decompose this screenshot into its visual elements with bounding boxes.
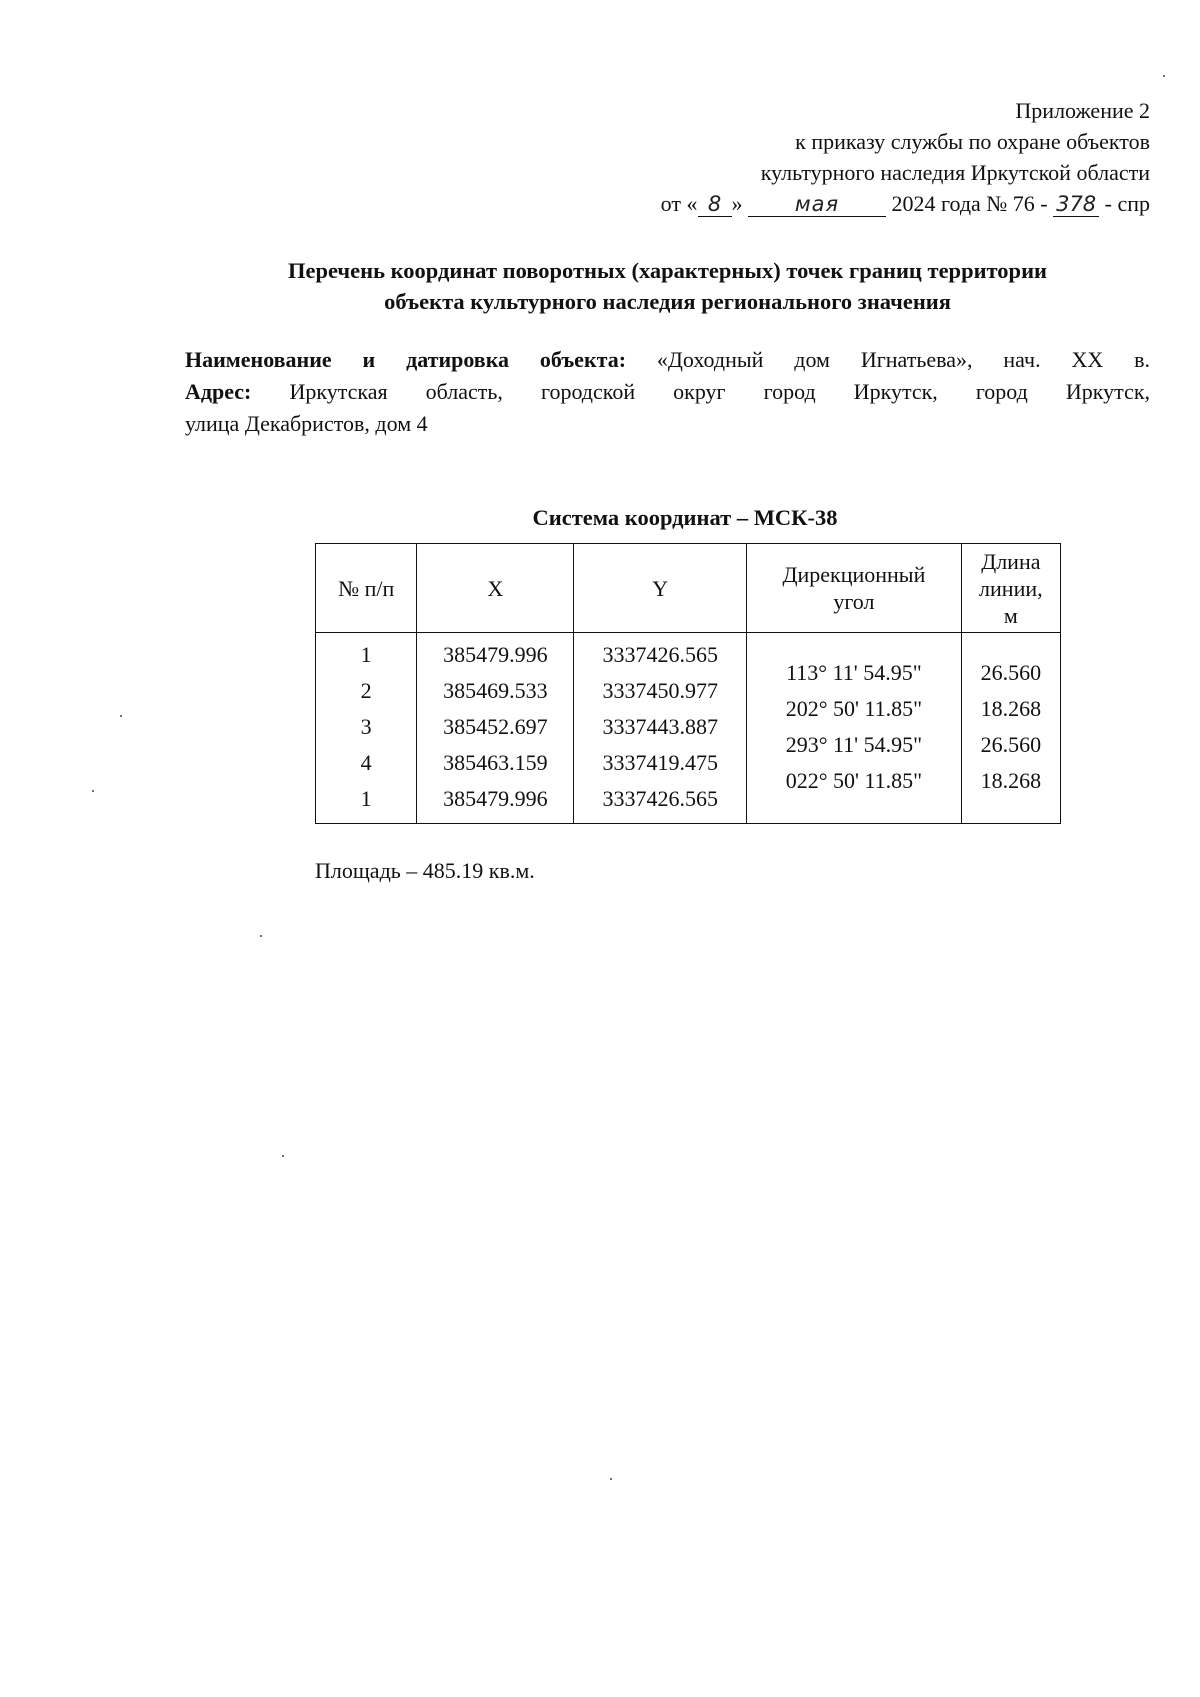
appendix-line-2: к приказу службы по охране объектов [795,129,1150,154]
point-number: 2 [360,678,372,703]
y-column [574,633,747,824]
appendix-header [661,95,1150,219]
segment-angle: 022° 50' 11.85" [785,768,923,793]
point-y: 3337426.565 [602,642,718,667]
point-number: 1 [360,642,372,667]
point-y: 3337450.977 [602,678,718,703]
point-x: 385479.996 [443,642,548,667]
area-text: Площадь – 485.19 кв.м. [315,858,535,883]
point-number: 3 [360,714,372,739]
point-number: 1 [360,786,372,811]
header-number: № п/п [316,544,417,633]
segment-length: 26.560 [980,732,1042,757]
segment-angle: 293° 11' 54.95" [785,732,923,757]
appendix-line-3: культурного наследия Иркутской области [760,160,1150,185]
scan-speck [1163,75,1165,77]
scan-speck [260,935,262,937]
header-x: X [417,544,574,633]
x-column [417,633,574,824]
point-x: 385452.697 [443,714,548,739]
coordinates-table [315,543,1061,824]
point-y: 3337426.565 [602,786,718,811]
handwritten-order-number: 378 [1053,192,1099,217]
appendix-line-1: Приложение 2 [1015,98,1150,123]
point-y: 3337443.887 [602,714,718,739]
table-body-row [316,633,1061,824]
address-row [185,376,1150,408]
appendix-date-line [661,188,1150,219]
title-line-2: объекта культурного наследия регионального значения [384,289,951,314]
segment-angle: 113° 11' 54.95" [786,660,922,685]
scan-speck [92,790,94,792]
segment-angle: 202° 50' 11.85" [785,696,923,721]
length-column [961,633,1060,824]
document-title [185,255,1150,317]
header-y: Y [574,544,747,633]
header-angle-line-2: угол [833,589,875,614]
point-number: 4 [360,750,372,775]
point-number-column [316,633,417,824]
header-length-line-3: м [1003,602,1018,628]
object-name-label: Наименование и датировка объекта: [185,347,627,372]
angle-column [747,633,962,824]
segment-length: 18.268 [980,696,1042,721]
address-line-2: улица Декабристов, дом 4 [185,411,428,436]
scan-speck [120,715,122,717]
handwritten-day: 8 [698,192,732,217]
address-label: Адрес: [185,379,252,404]
handwritten-month: мая [748,192,886,217]
scan-speck [610,1478,612,1480]
title-line-1: Перечень координат поворотных (характерных) точек границ территории [288,258,1047,283]
object-info [185,344,1150,440]
order-suffix: - спр [1104,191,1150,216]
object-name-row [185,344,1150,376]
year-text: 2024 года № 76 - [891,191,1048,216]
date-prefix: от « [660,191,698,216]
header-length-line-1: Длина [981,548,1041,574]
table-caption: Система координат – МСК-38 [532,505,838,530]
point-x: 385479.996 [443,786,548,811]
header-length-line-2: линии, [979,575,1043,601]
address-line-1: Иркутская область, городской округ город Иркутск, город Иркутск, [289,379,1151,404]
table-header-row [316,544,1061,633]
header-angle [747,544,962,633]
point-y: 3337419.475 [602,750,718,775]
segment-length: 26.560 [980,660,1042,685]
point-x: 385463.159 [443,750,548,775]
scan-speck [282,1155,284,1157]
point-x: 385469.533 [443,678,548,703]
header-length [961,544,1060,633]
segment-length: 18.268 [980,768,1042,793]
object-name-value: «Доходный дом Игнатьева», нач. XX в. [656,347,1150,372]
header-angle-line-1: Дирекционный [782,562,926,587]
date-mid: » [731,191,743,216]
